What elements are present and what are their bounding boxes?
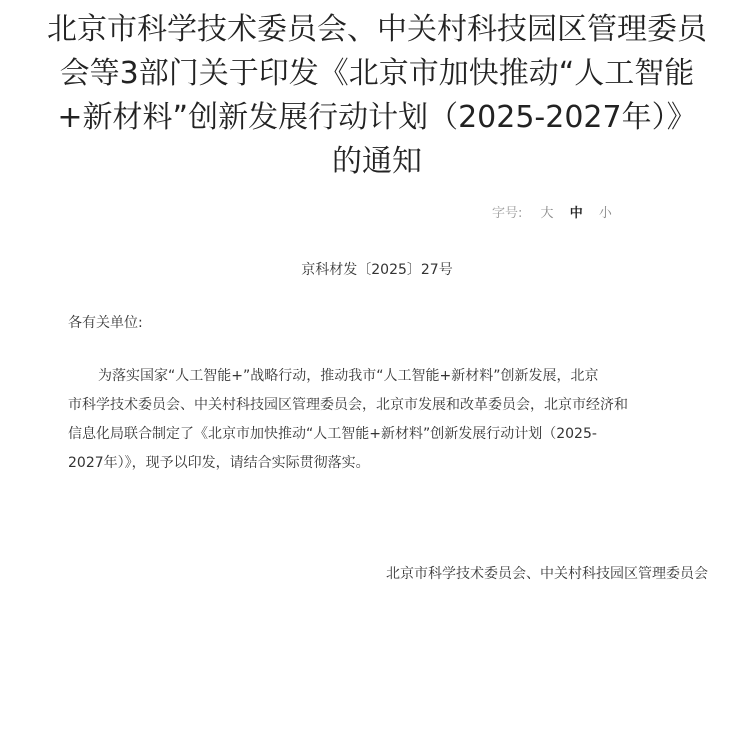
title-line: +新材料”创新发展行动计划（2025-2027年）》 <box>57 100 697 135</box>
font-size-small-option[interactable]: 小 <box>598 206 612 221</box>
body-line: 信息化局联合制定了《北京市加快推动“人工智能+新材料”创新发展行动计划（2025- <box>68 426 597 442</box>
body-line: 2027年）》，现予以印发，请结合实际贯彻落实。 <box>68 455 370 471</box>
title-line: 的通知 <box>332 144 422 179</box>
body-line: 为落实国家“人工智能+”战略行动，推动我市“人工智能+新材料”创新发展，北京 <box>98 368 599 384</box>
font-size-label: 字号: <box>492 206 523 221</box>
title-line: 会等3部门关于印发《北京市加快推动“人工智能 <box>59 56 695 91</box>
page-title <box>40 8 714 184</box>
font-size-large-option[interactable]: 大 <box>540 206 554 221</box>
title-line: 北京市科学技术委员会、中关村科技园区管理委员 <box>47 12 707 47</box>
font-size-selector <box>492 205 624 223</box>
body-paragraph <box>68 362 710 478</box>
font-size-medium-option[interactable]: 中 <box>569 206 583 221</box>
salutation: 各有关单位: <box>68 315 143 331</box>
body-line: 市科学技术委员会、中关村科技园区管理委员会，北京市发展和改革委员会，北京市经济和 <box>68 397 628 413</box>
document-number: 京科材发〔2025〕27号 <box>301 262 453 278</box>
signature: 北京市科学技术委员会、中关村科技园区管理委员会 <box>386 566 708 582</box>
